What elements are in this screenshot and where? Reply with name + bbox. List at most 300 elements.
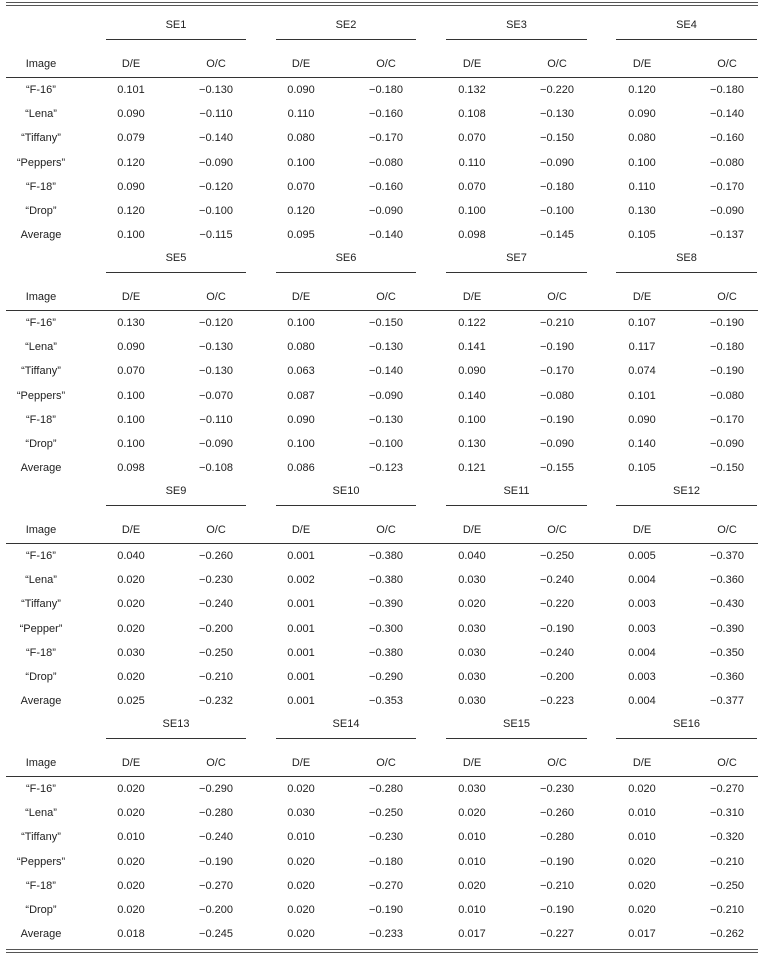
oc-column-header: O/C xyxy=(376,291,396,303)
de-value: 0.001 xyxy=(287,671,315,683)
header-rule xyxy=(6,776,758,777)
de-value: 0.100 xyxy=(458,205,486,217)
row-image-label: “Tiffany” xyxy=(21,598,61,610)
oc-value: −0.360 xyxy=(710,671,744,683)
de-value: 0.001 xyxy=(287,695,315,707)
de-value: 0.080 xyxy=(287,341,315,353)
de-value: 0.010 xyxy=(458,831,486,843)
oc-value: −0.090 xyxy=(710,205,744,217)
de-value: 0.090 xyxy=(117,341,145,353)
de-value: 0.110 xyxy=(628,181,656,193)
de-value: 0.100 xyxy=(287,438,315,450)
de-value: 0.080 xyxy=(628,132,656,144)
de-column-header: D/E xyxy=(121,291,141,303)
row-image-label: “Pepper” xyxy=(19,623,63,635)
de-value: 0.110 xyxy=(287,108,315,120)
de-value: 0.098 xyxy=(458,229,486,241)
de-value: 0.020 xyxy=(117,880,145,892)
header-rule xyxy=(6,310,758,311)
oc-value: −0.110 xyxy=(199,108,233,120)
oc-value: −0.123 xyxy=(369,462,403,474)
row-image-label: “Tiffany” xyxy=(21,365,61,377)
oc-value: −0.310 xyxy=(710,807,744,819)
oc-value: −0.250 xyxy=(540,550,574,562)
group-underline xyxy=(616,738,757,739)
row-image-label: “Peppers” xyxy=(16,390,66,402)
oc-column-header: O/C xyxy=(717,757,737,769)
oc-column-header: O/C xyxy=(717,291,737,303)
group-underline xyxy=(276,39,416,40)
oc-value: −0.160 xyxy=(369,181,403,193)
de-value: 0.020 xyxy=(628,856,656,868)
oc-value: −0.160 xyxy=(710,132,744,144)
de-value: 0.100 xyxy=(117,390,145,402)
oc-value: −0.090 xyxy=(199,438,233,450)
oc-value: −0.150 xyxy=(540,132,574,144)
row-image-label: “F-16” xyxy=(26,317,56,329)
de-value: 0.020 xyxy=(117,856,145,868)
oc-column-header: O/C xyxy=(717,524,737,536)
oc-value: −0.190 xyxy=(199,856,233,868)
de-value: 0.070 xyxy=(458,181,486,193)
oc-value: −0.190 xyxy=(540,623,574,635)
oc-value: −0.100 xyxy=(540,205,574,217)
de-value: 0.030 xyxy=(458,783,486,795)
oc-value: −0.130 xyxy=(199,341,233,353)
de-value: 0.017 xyxy=(628,928,656,940)
de-value: 0.063 xyxy=(287,365,315,377)
de-value: 0.120 xyxy=(117,157,145,169)
de-value: 0.130 xyxy=(117,317,145,329)
de-value: 0.090 xyxy=(628,414,656,426)
de-column-header: D/E xyxy=(462,58,482,70)
oc-value: −0.170 xyxy=(710,181,744,193)
de-value: 0.020 xyxy=(117,807,145,819)
group-header: SE7 xyxy=(506,252,527,264)
de-value: 0.080 xyxy=(287,132,315,144)
de-value: 0.100 xyxy=(117,229,145,241)
group-underline xyxy=(446,505,587,506)
oc-value: −0.210 xyxy=(199,671,233,683)
oc-value: −0.150 xyxy=(710,462,744,474)
de-value: 0.086 xyxy=(287,462,315,474)
oc-value: −0.360 xyxy=(710,574,744,586)
oc-value: −0.115 xyxy=(199,229,233,241)
image-column-header: Image xyxy=(25,58,57,70)
oc-value: −0.090 xyxy=(710,438,744,450)
de-value: 0.130 xyxy=(458,438,486,450)
de-value: 0.020 xyxy=(287,783,315,795)
top-rule xyxy=(6,2,758,3)
oc-value: −0.180 xyxy=(710,341,744,353)
de-value: 0.095 xyxy=(287,229,315,241)
oc-value: −0.210 xyxy=(710,904,744,916)
group-header: SE10 xyxy=(332,485,360,497)
row-image-label: “F-18” xyxy=(26,647,56,659)
de-value: 0.018 xyxy=(117,928,145,940)
oc-value: −0.250 xyxy=(199,647,233,659)
row-image-label: “F-18” xyxy=(26,414,56,426)
de-value: 0.010 xyxy=(628,807,656,819)
de-value: 0.010 xyxy=(458,856,486,868)
de-value: 0.090 xyxy=(628,108,656,120)
oc-value: −0.390 xyxy=(369,598,403,610)
oc-value: −0.290 xyxy=(199,783,233,795)
de-value: 0.090 xyxy=(458,365,486,377)
oc-value: −0.200 xyxy=(540,671,574,683)
image-column-header: Image xyxy=(25,757,57,769)
oc-value: −0.160 xyxy=(369,108,403,120)
oc-value: −0.170 xyxy=(710,414,744,426)
de-value: 0.020 xyxy=(287,856,315,868)
oc-value: −0.070 xyxy=(199,390,233,402)
de-value: 0.003 xyxy=(628,623,656,635)
oc-column-header: O/C xyxy=(206,757,226,769)
row-image-label: “Lena” xyxy=(25,807,57,819)
oc-value: −0.130 xyxy=(199,84,233,96)
de-value: 0.030 xyxy=(458,671,486,683)
oc-value: −0.080 xyxy=(710,390,744,402)
oc-value: −0.120 xyxy=(199,317,233,329)
oc-value: −0.230 xyxy=(540,783,574,795)
de-value: 0.020 xyxy=(117,574,145,586)
group-underline xyxy=(106,505,246,506)
de-column-header: D/E xyxy=(121,58,141,70)
de-value: 0.079 xyxy=(117,132,145,144)
de-value: 0.020 xyxy=(628,783,656,795)
de-value: 0.040 xyxy=(117,550,145,562)
de-value: 0.087 xyxy=(287,390,315,402)
de-column-header: D/E xyxy=(632,291,652,303)
oc-value: −0.180 xyxy=(369,856,403,868)
de-value: 0.121 xyxy=(458,462,486,474)
oc-column-header: O/C xyxy=(376,524,396,536)
de-column-header: D/E xyxy=(462,757,482,769)
de-value: 0.100 xyxy=(117,414,145,426)
oc-value: −0.370 xyxy=(710,550,744,562)
group-header: SE14 xyxy=(332,718,360,730)
de-value: 0.070 xyxy=(287,181,315,193)
oc-value: −0.130 xyxy=(540,108,574,120)
de-column-header: D/E xyxy=(632,757,652,769)
oc-value: −0.380 xyxy=(369,647,403,659)
oc-value: −0.380 xyxy=(369,550,403,562)
oc-column-header: O/C xyxy=(547,58,567,70)
de-column-header: D/E xyxy=(632,58,652,70)
oc-value: −0.108 xyxy=(199,462,233,474)
oc-value: −0.200 xyxy=(199,904,233,916)
de-value: 0.120 xyxy=(628,84,656,96)
oc-value: −0.270 xyxy=(710,783,744,795)
oc-value: −0.120 xyxy=(199,181,233,193)
de-value: 0.110 xyxy=(458,157,486,169)
de-value: 0.107 xyxy=(628,317,656,329)
group-header: SE4 xyxy=(676,19,697,31)
oc-value: −0.227 xyxy=(540,928,574,940)
oc-value: −0.180 xyxy=(369,84,403,96)
de-column-header: D/E xyxy=(632,524,652,536)
de-value: 0.100 xyxy=(287,317,315,329)
bottom-rule-inner xyxy=(6,952,758,953)
row-image-label: Average xyxy=(20,695,62,707)
oc-value: −0.190 xyxy=(540,856,574,868)
oc-value: −0.170 xyxy=(540,365,574,377)
row-image-label: “Drop” xyxy=(25,904,57,916)
group-underline xyxy=(616,505,757,506)
row-image-label: Average xyxy=(20,229,62,241)
oc-value: −0.140 xyxy=(710,108,744,120)
de-value: 0.020 xyxy=(287,880,315,892)
oc-value: −0.240 xyxy=(540,574,574,586)
oc-column-header: O/C xyxy=(376,757,396,769)
de-column-header: D/E xyxy=(462,291,482,303)
oc-column-header: O/C xyxy=(376,58,396,70)
de-value: 0.001 xyxy=(287,647,315,659)
oc-column-header: O/C xyxy=(547,524,567,536)
de-value: 0.030 xyxy=(458,574,486,586)
oc-value: −0.353 xyxy=(369,695,403,707)
row-image-label: “F-16” xyxy=(26,550,56,562)
de-value: 0.090 xyxy=(287,414,315,426)
de-value: 0.030 xyxy=(117,647,145,659)
oc-value: −0.300 xyxy=(369,623,403,635)
de-value: 0.003 xyxy=(628,598,656,610)
oc-value: −0.090 xyxy=(540,157,574,169)
oc-value: −0.190 xyxy=(540,341,574,353)
de-value: 0.140 xyxy=(458,390,486,402)
group-header: SE13 xyxy=(162,718,190,730)
de-column-header: D/E xyxy=(291,524,311,536)
de-value: 0.070 xyxy=(458,132,486,144)
group-header: SE2 xyxy=(335,19,357,31)
de-value: 0.132 xyxy=(458,84,486,96)
de-value: 0.141 xyxy=(458,341,486,353)
header-rule xyxy=(6,77,758,78)
row-image-label: “F-18” xyxy=(26,880,56,892)
de-value: 0.090 xyxy=(117,181,145,193)
group-header: SE9 xyxy=(165,485,187,497)
oc-value: −0.100 xyxy=(199,205,233,217)
de-column-header: D/E xyxy=(291,757,311,769)
oc-value: −0.150 xyxy=(369,317,403,329)
group-header: SE8 xyxy=(676,252,697,264)
oc-value: −0.080 xyxy=(369,157,403,169)
row-image-label: “Drop” xyxy=(25,438,57,450)
de-value: 0.001 xyxy=(287,623,315,635)
de-value: 0.101 xyxy=(117,84,145,96)
row-image-label: “F-16” xyxy=(26,783,56,795)
row-image-label: Average xyxy=(20,462,62,474)
oc-value: −0.232 xyxy=(199,695,233,707)
group-underline xyxy=(106,272,246,273)
de-value: 0.020 xyxy=(117,783,145,795)
oc-value: −0.130 xyxy=(369,341,403,353)
de-value: 0.010 xyxy=(117,831,145,843)
de-value: 0.030 xyxy=(287,807,315,819)
de-value: 0.090 xyxy=(287,84,315,96)
row-image-label: Average xyxy=(20,928,62,940)
de-value: 0.120 xyxy=(117,205,145,217)
de-value: 0.020 xyxy=(287,928,315,940)
oc-value: −0.390 xyxy=(710,623,744,635)
group-header: SE1 xyxy=(165,19,187,31)
oc-value: −0.090 xyxy=(199,157,233,169)
oc-value: −0.270 xyxy=(369,880,403,892)
de-value: 0.098 xyxy=(117,462,145,474)
de-value: 0.003 xyxy=(628,671,656,683)
de-value: 0.100 xyxy=(287,157,315,169)
de-value: 0.010 xyxy=(458,904,486,916)
de-value: 0.020 xyxy=(117,671,145,683)
de-value: 0.020 xyxy=(458,807,486,819)
row-image-label: “Tiffany” xyxy=(21,132,61,144)
de-value: 0.004 xyxy=(628,574,656,586)
row-image-label: “Peppers” xyxy=(16,157,66,169)
de-value: 0.030 xyxy=(458,623,486,635)
oc-value: −0.090 xyxy=(540,438,574,450)
oc-value: −0.130 xyxy=(199,365,233,377)
oc-column-header: O/C xyxy=(547,757,567,769)
row-image-label: “Drop” xyxy=(25,671,57,683)
de-value: 0.025 xyxy=(117,695,145,707)
de-column-header: D/E xyxy=(291,58,311,70)
de-value: 0.004 xyxy=(628,695,656,707)
oc-value: −0.190 xyxy=(710,317,744,329)
oc-value: −0.137 xyxy=(710,229,744,241)
de-value: 0.020 xyxy=(117,598,145,610)
de-value: 0.010 xyxy=(628,831,656,843)
de-value: 0.010 xyxy=(287,831,315,843)
oc-column-header: O/C xyxy=(547,291,567,303)
row-image-label: “Drop” xyxy=(25,205,57,217)
image-column-header: Image xyxy=(25,291,57,303)
bottom-rule xyxy=(6,949,758,950)
group-underline xyxy=(446,272,587,273)
de-value: 0.100 xyxy=(458,414,486,426)
group-underline xyxy=(446,39,587,40)
de-column-header: D/E xyxy=(291,291,311,303)
oc-value: −0.180 xyxy=(540,181,574,193)
de-value: 0.070 xyxy=(117,365,145,377)
oc-column-header: O/C xyxy=(206,524,226,536)
oc-value: −0.260 xyxy=(199,550,233,562)
oc-value: −0.220 xyxy=(540,598,574,610)
de-value: 0.101 xyxy=(628,390,656,402)
de-value: 0.020 xyxy=(458,880,486,892)
oc-value: −0.140 xyxy=(369,229,403,241)
oc-value: −0.240 xyxy=(540,647,574,659)
oc-value: −0.190 xyxy=(540,904,574,916)
oc-value: −0.190 xyxy=(369,904,403,916)
oc-value: −0.200 xyxy=(199,623,233,635)
de-value: 0.108 xyxy=(458,108,486,120)
image-column-header: Image xyxy=(25,524,57,536)
de-column-header: D/E xyxy=(121,524,141,536)
group-header: SE15 xyxy=(503,718,530,730)
de-value: 0.020 xyxy=(628,880,656,892)
de-value: 0.140 xyxy=(628,438,656,450)
oc-value: −0.223 xyxy=(540,695,574,707)
oc-value: −0.130 xyxy=(369,414,403,426)
row-image-label: “Lena” xyxy=(25,574,57,586)
oc-value: −0.140 xyxy=(199,132,233,144)
oc-value: −0.100 xyxy=(369,438,403,450)
oc-value: −0.190 xyxy=(710,365,744,377)
de-value: 0.105 xyxy=(628,462,656,474)
oc-column-header: O/C xyxy=(206,291,226,303)
row-image-label: “F-16” xyxy=(26,84,56,96)
de-value: 0.020 xyxy=(628,904,656,916)
oc-value: −0.230 xyxy=(199,574,233,586)
oc-value: −0.080 xyxy=(540,390,574,402)
oc-value: −0.380 xyxy=(369,574,403,586)
oc-column-header: O/C xyxy=(206,58,226,70)
de-value: 0.020 xyxy=(117,904,145,916)
row-image-label: “F-18” xyxy=(26,181,56,193)
de-value: 0.020 xyxy=(287,904,315,916)
de-column-header: D/E xyxy=(462,524,482,536)
oc-value: −0.280 xyxy=(199,807,233,819)
oc-value: −0.233 xyxy=(369,928,403,940)
de-value: 0.090 xyxy=(117,108,145,120)
de-value: 0.117 xyxy=(628,341,656,353)
de-value: 0.030 xyxy=(458,647,486,659)
de-value: 0.130 xyxy=(628,205,656,217)
oc-value: −0.170 xyxy=(369,132,403,144)
de-value: 0.030 xyxy=(458,695,486,707)
oc-value: −0.180 xyxy=(710,84,744,96)
de-value: 0.074 xyxy=(628,365,656,377)
group-header: SE12 xyxy=(673,485,700,497)
group-header: SE11 xyxy=(503,485,530,497)
oc-value: −0.270 xyxy=(199,880,233,892)
oc-value: −0.250 xyxy=(369,807,403,819)
de-value: 0.002 xyxy=(287,574,315,586)
oc-value: −0.190 xyxy=(540,414,574,426)
oc-value: −0.210 xyxy=(540,880,574,892)
de-value: 0.122 xyxy=(458,317,486,329)
oc-value: −0.140 xyxy=(369,365,403,377)
group-header: SE16 xyxy=(673,718,700,730)
oc-value: −0.080 xyxy=(710,157,744,169)
group-underline xyxy=(276,738,416,739)
header-rule xyxy=(6,543,758,544)
oc-value: −0.377 xyxy=(710,695,744,707)
row-image-label: “Lena” xyxy=(25,108,57,120)
oc-value: −0.250 xyxy=(710,880,744,892)
group-header: SE3 xyxy=(506,19,527,31)
oc-value: −0.320 xyxy=(710,831,744,843)
row-image-label: “Peppers” xyxy=(16,856,66,868)
group-underline xyxy=(616,39,757,40)
de-value: 0.001 xyxy=(287,550,315,562)
de-value: 0.001 xyxy=(287,598,315,610)
group-underline xyxy=(276,505,416,506)
group-underline xyxy=(106,738,246,739)
group-underline xyxy=(276,272,416,273)
de-value: 0.020 xyxy=(458,598,486,610)
de-value: 0.105 xyxy=(628,229,656,241)
group-underline xyxy=(446,738,587,739)
de-value: 0.005 xyxy=(628,550,656,562)
oc-column-header: O/C xyxy=(717,58,737,70)
oc-value: −0.090 xyxy=(369,205,403,217)
de-value: 0.004 xyxy=(628,647,656,659)
oc-value: −0.262 xyxy=(710,928,744,940)
row-image-label: “Lena” xyxy=(25,341,57,353)
oc-value: −0.145 xyxy=(540,229,574,241)
group-header: SE6 xyxy=(335,252,357,264)
